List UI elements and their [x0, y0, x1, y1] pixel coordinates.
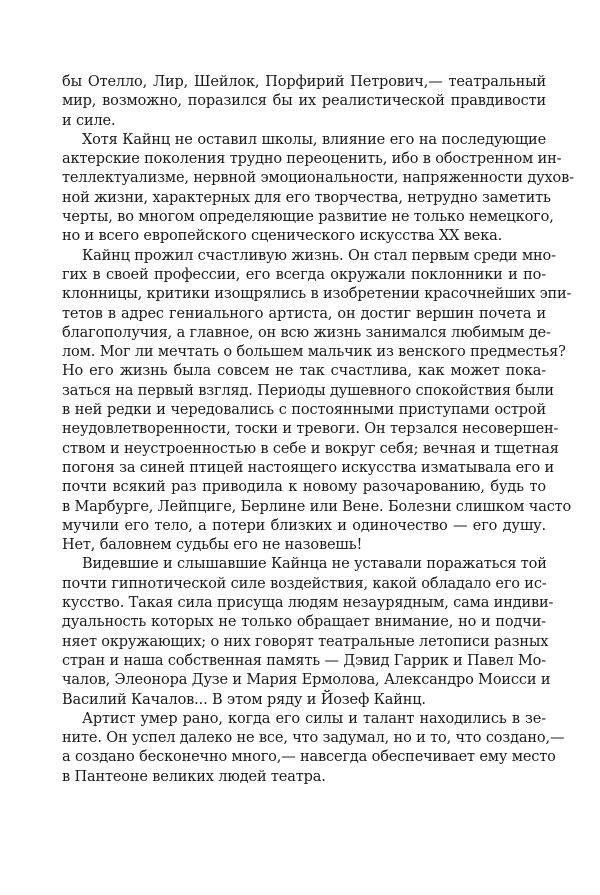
paragraph — [62, 710, 565, 787]
text-line: благополучия, а главное, он всю жизнь занимался любимым де- — [62, 324, 551, 341]
text-line: теллектуализме, нервной эмоциональности, напряженности духов- — [62, 170, 574, 187]
text-line: почти гипнотической силе воздействия, какой обладало его ис- — [62, 575, 547, 592]
text-line: в Марбурге, Лейпциге, Берлине или Вене. Болезни слишком часто — [62, 498, 572, 515]
text-line: Видевшие и слышавшие Кайнца не уставали поражаться той — [82, 556, 547, 573]
text-line: ните. Он успел далеко не все, что задумал, но и то, что создано,— — [62, 730, 565, 747]
text-line: Но его жизнь была совсем не так счастлива, как может пока- — [62, 363, 546, 380]
text-line: гих в своей профессии, его всегда окружали поклонники и по- — [62, 266, 546, 283]
text-line: неудовлетворенности, тоски и тревоги. Он терзался несовершен- — [62, 421, 559, 438]
text-line: дуальность которых не только обращает внимание, но и подчи- — [62, 614, 546, 631]
paragraph — [62, 73, 546, 131]
text-line: в Пантеоне великих людей театра. — [62, 768, 326, 785]
text-line: лом. Мог ли мечтать о большем мальчик из венского предместья? — [62, 344, 566, 361]
paragraph — [62, 555, 554, 709]
text-line: актерские поколения трудно переоценить, ибо в обостренном ин- — [62, 151, 562, 168]
text-line: черты, во многом определяющие развитие не только немецкого, — [62, 209, 554, 226]
text-line: Кайнц прожил счастливую жизнь. Он стал первым среди мно- — [82, 247, 556, 264]
text-line: Василий Качалов... В этом ряду и Йозеф Кайнц. — [62, 691, 426, 708]
text-line: в ней редки и чередовались с постоянными приступами острой — [62, 402, 546, 419]
paragraph — [62, 131, 574, 247]
text-line: заться на первый взгляд. Периоды душевного спокойствия были — [62, 382, 554, 399]
text-line: Хотя Кайнц не оставил школы, влияние его на последующие — [82, 131, 546, 148]
text-line: мучили его тело, а потери близких и одиночество — его душу. — [62, 517, 546, 534]
paragraph — [62, 247, 572, 556]
text-line: а создано бесконечно много,— навсегда обеспечивает ему место — [62, 749, 556, 766]
text-line: Нет, баловнем судьбы его не назовешь! — [62, 537, 363, 554]
text-line: кусство. Такая сила присуща людям незаурядным, сама индиви- — [62, 595, 554, 612]
text-line: клонницы, критики изощрялись в изобретении красочнейших эпи- — [62, 286, 572, 303]
text-line: почти всякий раз приводила к новому разочарованию, будь то — [62, 479, 546, 496]
text-line: тетов в адрес гениального артиста, он достиг вершин почета и — [62, 305, 546, 322]
text-line: Артист умер рано, когда его силы и талант находились в зе- — [82, 710, 546, 727]
text-line: но и всего европейского сценического искусства XX века. — [62, 228, 503, 245]
text-line: мир, возможно, поразился бы их реалистической правдивости — [62, 93, 546, 110]
text-line: и силе. — [62, 112, 116, 129]
text-line: ной жизни, характерных для его творчества, нетрудно заметить — [62, 189, 551, 206]
text-line: няет окружающих; о них говорят театральные летописи разных — [62, 633, 549, 650]
text-line: погоня за синей птицей настоящего искусства изматывала его и — [62, 459, 555, 476]
text-line: бы Отелло, Лир, Шейлок, Порфирий Петрович,— театральный — [62, 74, 546, 90]
text-line: ством и неустроенностью в себе и вокруг себя; вечная и тщетная — [62, 440, 559, 457]
text-line: чалов, Элеонора Дузе и Мария Ермолова, Александро Моисси и — [62, 672, 551, 689]
page-text — [62, 73, 574, 787]
text-line: стран и наша собственная память — Дэвид Гаррик и Павел Мо- — [62, 652, 546, 669]
